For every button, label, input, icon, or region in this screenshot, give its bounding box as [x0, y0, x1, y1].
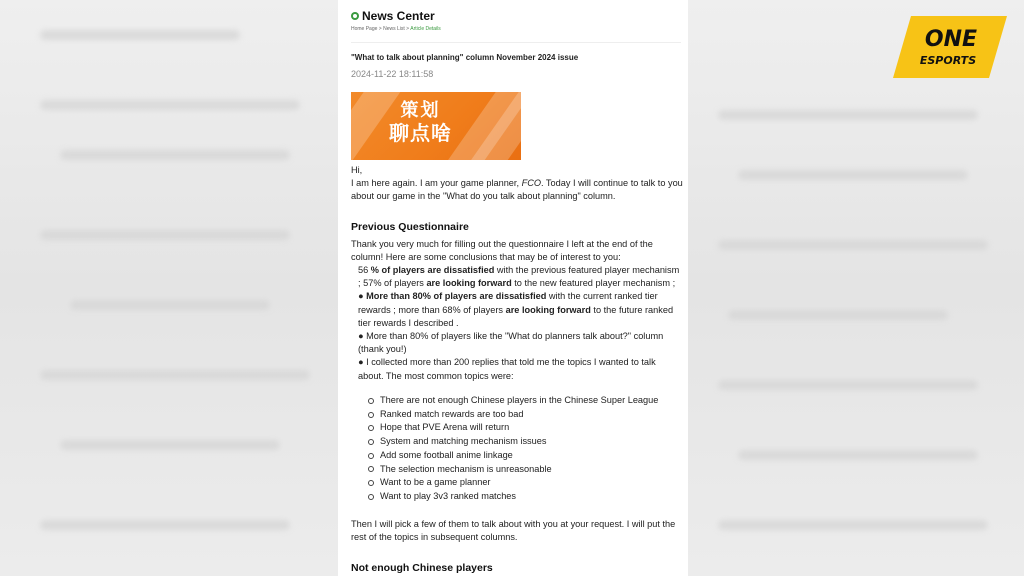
breadcrumb-news-list-link[interactable]: News List: [383, 26, 405, 32]
news-center-icon: [351, 12, 359, 20]
intro-paragraph: I am here again. I am your game planner, FCO. Today I will continue to talk to you about our game in the "What do you talk about planning" column.: [351, 178, 683, 202]
logo-text-esports: ESPORTS: [919, 54, 977, 67]
hollow-bullet-icon: [368, 439, 374, 445]
one-esports-logo: [893, 16, 1007, 78]
article-title: "What to talk about planning" column November 2024 issue: [351, 53, 579, 62]
topic-item: There are not enough Chinese players in the Chinese Super League: [368, 394, 678, 408]
header-divider: [351, 42, 681, 43]
conclusions-list: [358, 264, 683, 383]
closing-paragraph: Then I will pick a few of them to talk about with you at your request. I will put the rest of the topics in subsequent columns.: [351, 519, 676, 543]
hollow-bullet-icon: [368, 412, 374, 418]
background-left-panel: [0, 0, 338, 576]
topic-item: Ranked match rewards are too bad: [368, 408, 678, 422]
hollow-bullet-icon: [368, 480, 374, 486]
hollow-bullet-icon: [368, 425, 374, 431]
article-panel: [338, 0, 688, 576]
section-heading-not-enough-chinese-players: Not enough Chinese players: [351, 562, 493, 574]
section-heading-previous-questionnaire: Previous Questionnaire: [351, 221, 469, 233]
breadcrumb-current: Article Details: [410, 26, 441, 32]
hollow-bullet-icon: [368, 494, 374, 500]
news-center-header: [351, 9, 435, 23]
topic-item: Hope that PVE Arena will return: [368, 421, 678, 435]
greeting-text: Hi,: [351, 165, 363, 175]
topic-item: Want to play 3v3 ranked matches: [368, 490, 678, 504]
list-item: 56 % of players are dissatisfied with the previous featured player mechanism ; 57% of players are looking forward to the new featured player mechanism ;: [358, 265, 680, 289]
hollow-bullet-icon: [368, 466, 374, 472]
topic-item: System and matching mechanism issues: [368, 435, 678, 449]
planner-name: FCO: [521, 178, 541, 188]
hollow-bullet-icon: [368, 453, 374, 459]
banner-calligraphy: 策划 聊点啥: [389, 100, 452, 145]
breadcrumb-separator: >: [377, 26, 384, 32]
hollow-bullet-icon: [368, 398, 374, 404]
topic-item: Add some football anime linkage: [368, 449, 678, 463]
article-banner-image: [351, 92, 521, 160]
logo-text-one: ONE: [924, 27, 978, 52]
news-center-title: News Center: [362, 9, 435, 23]
topic-item: Want to be a game planner: [368, 476, 678, 490]
breadcrumb-home-link[interactable]: Home Page: [351, 26, 378, 32]
breadcrumb: [351, 26, 441, 32]
list-item: ● I collected more than 200 replies that told me the topics I wanted to talk about. The most common topics were:: [358, 357, 656, 381]
list-item: ● More than 80% of players like the "What do planners talk about?" column (thank you!): [358, 331, 664, 355]
breadcrumb-separator: >: [404, 26, 411, 32]
background-right-panel: [688, 0, 1024, 576]
list-item: ● More than 80% of players are dissatisfied with the current ranked tier rewards ; more than 68% of players are looking forward to the future ranked tier rewards I described .: [358, 291, 674, 328]
topics-list: [368, 394, 678, 504]
topic-item: The selection mechanism is unreasonable: [368, 463, 678, 477]
article-date: 2024-11-22 18:11:58: [351, 69, 434, 79]
questionnaire-lead-paragraph: Thank you very much for filling out the questionnaire I left at the end of the column! Here are some conclusions that may be of interest to you:: [351, 239, 653, 263]
